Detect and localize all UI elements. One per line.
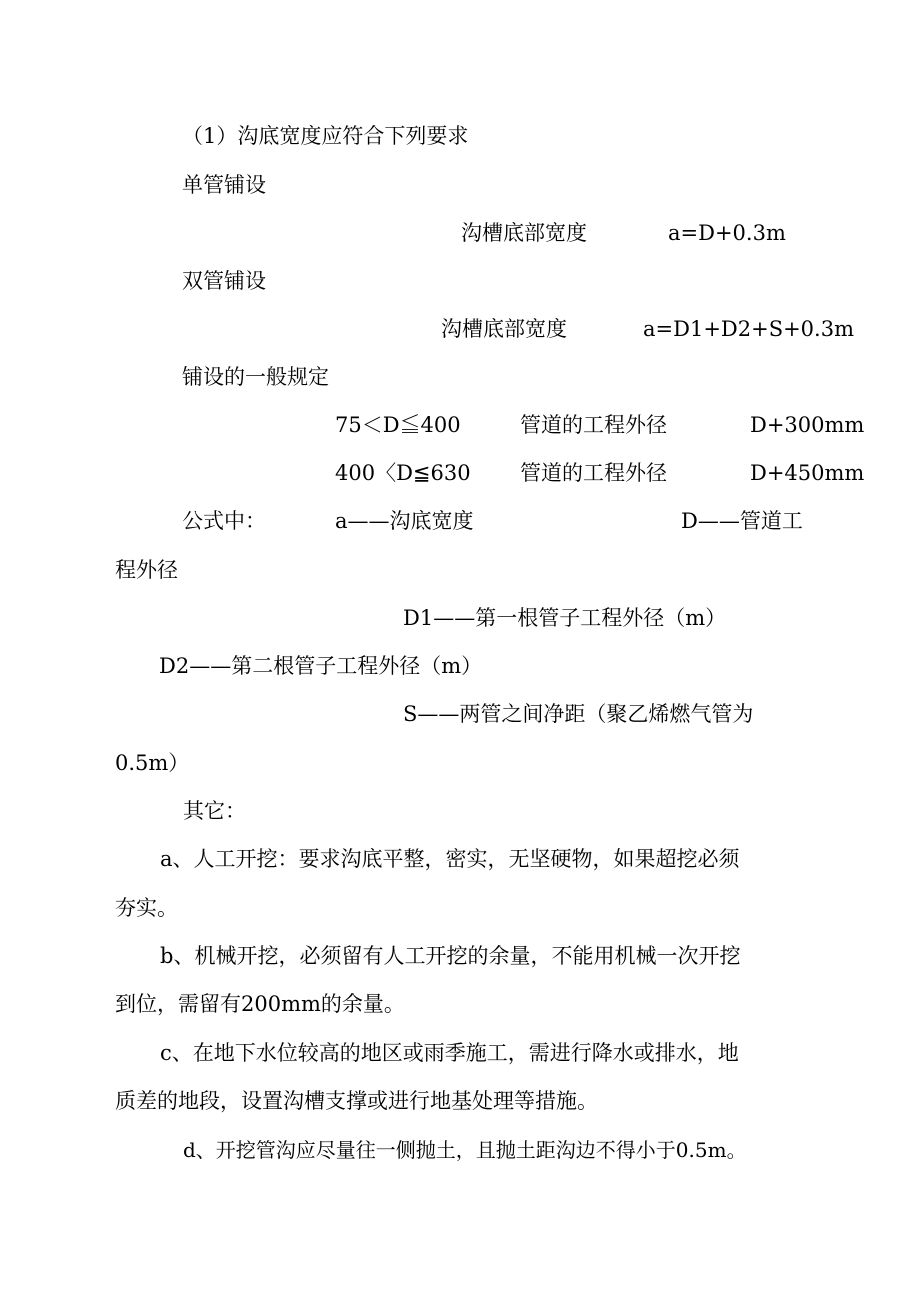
- single-pipe-label: 单管铺设: [182, 173, 266, 197]
- legend-s-definition: S——两管之间净距（聚乙烯燃气管为: [403, 702, 754, 726]
- single-pipe-formula-label: 沟槽底部宽度: [461, 221, 587, 245]
- legend-a-definition: a——沟底宽度: [335, 509, 474, 533]
- others-item-b-cont: 到位，需留有200mm的余量。: [115, 992, 405, 1016]
- legend-d2-definition: D2——第二根管子工程外径（m）: [159, 654, 483, 678]
- double-pipe-formula: a=D1+D2+S+0.3m: [643, 317, 854, 341]
- rule-row-2-desc: 管道的工程外径: [520, 461, 667, 485]
- single-pipe-formula: a=D+0.3m: [668, 221, 786, 245]
- others-item-b: b、机械开挖，必须留有人工开挖的余量，不能用机械一次开挖: [160, 944, 741, 968]
- legend-d-definition-cont: 程外径: [115, 558, 178, 582]
- legend-prefix: 公式中：: [182, 509, 266, 533]
- others-item-d: d、开挖管沟应尽量往一侧抛土，且抛土距沟边不得小于0.5m。: [183, 1138, 747, 1162]
- legend-d1-definition: D1——第一根管子工程外径（m）: [403, 606, 727, 630]
- double-pipe-formula-label: 沟槽底部宽度: [441, 317, 567, 341]
- others-item-c-cont: 质差的地段，设置沟槽支撑或进行地基处理等措施。: [115, 1089, 598, 1113]
- others-label: 其它：: [183, 799, 246, 823]
- rule-row-1-value: D+300mm: [750, 413, 865, 437]
- legend-d-definition: D——管道工: [681, 509, 803, 533]
- others-item-c: c、在地下水位较高的地区或雨季施工，需进行降水或排水，地: [160, 1041, 739, 1065]
- general-rules-label: 铺设的一般规定: [182, 365, 329, 389]
- rule-row-1-range: 75＜D≦400: [335, 413, 461, 437]
- others-item-a-cont: 夯实。: [115, 896, 178, 920]
- legend-s-definition-cont: 0.5m）: [115, 751, 190, 775]
- rule-row-1-desc: 管道的工程外径: [520, 413, 667, 437]
- section-heading: （1）沟底宽度应符合下列要求: [182, 124, 469, 148]
- rule-row-2-value: D+450mm: [750, 461, 865, 485]
- rule-row-2-range: 400〈D≦630: [335, 461, 471, 485]
- double-pipe-label: 双管铺设: [182, 269, 266, 293]
- others-item-a: a、人工开挖：要求沟底平整，密实，无坚硬物，如果超挖必须: [160, 847, 740, 871]
